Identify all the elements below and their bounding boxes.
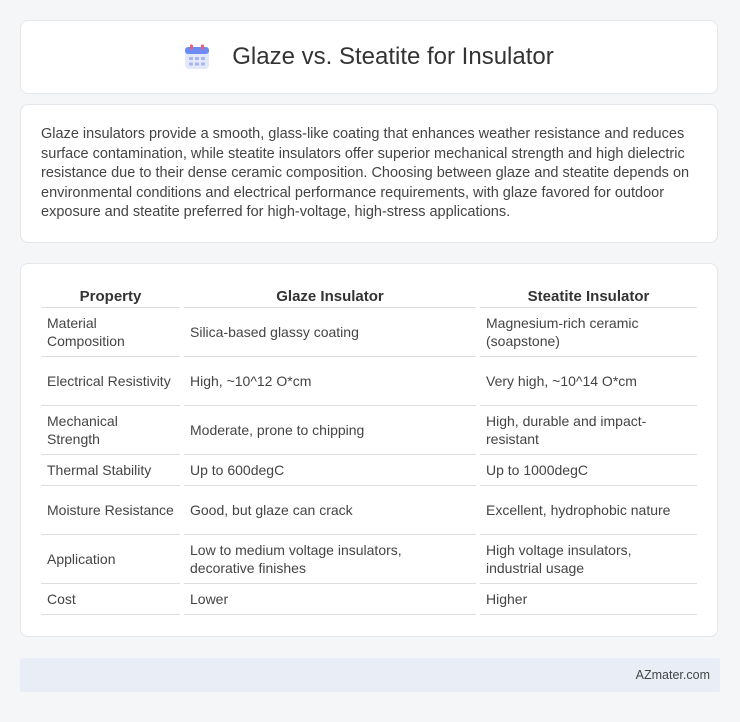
comparison-table	[37, 284, 701, 615]
table-row	[41, 308, 697, 357]
header-steatite: Steatite Insulator	[480, 284, 697, 308]
steatite-cell: Higher	[480, 584, 697, 615]
steatite-cell: High, durable and impact-resistant	[480, 406, 697, 455]
page-title: Glaze vs. Steatite for Insulator	[232, 43, 554, 70]
property-cell: Mechanical Strength	[41, 406, 180, 455]
property-cell: Material Composition	[41, 308, 180, 357]
table-row	[41, 535, 697, 584]
table-row	[41, 455, 697, 486]
header-property: Property	[41, 284, 180, 308]
glaze-cell: Good, but glaze can crack	[184, 486, 476, 535]
glaze-cell: Lower	[184, 584, 476, 615]
glaze-cell: Silica-based glassy coating	[184, 308, 476, 357]
calendar-icon	[184, 44, 210, 70]
steatite-cell: High voltage insulators, industrial usage	[480, 535, 697, 584]
table-row	[41, 486, 697, 535]
property-cell: Thermal Stability	[41, 455, 180, 486]
table-row	[41, 357, 697, 406]
glaze-cell: High, ~10^12 O*cm	[184, 357, 476, 406]
title-card	[20, 20, 718, 94]
glaze-cell: Low to medium voltage insulators, decorative finishes	[184, 535, 476, 584]
footer-brand: AZmater.com	[635, 668, 710, 682]
table-row	[41, 406, 697, 455]
intro-paragraph: Glaze insulators provide a smooth, glass-like coating that enhances weather resistance and reduces surface contamination, while steatite insulators offer superior mechanical strength and high dielectric resistance due to their dense ceramic composition. Choosing between glaze and steatite depends on environmental conditions and electrical performance requirements, with glaze favored for outdoor exposure and steatite preferred for high-voltage, high-stress applications.	[41, 126, 690, 220]
table-row	[41, 584, 697, 615]
steatite-cell: Excellent, hydrophobic nature	[480, 486, 697, 535]
glaze-cell: Moderate, prone to chipping	[184, 406, 476, 455]
property-cell: Cost	[41, 584, 180, 615]
comparison-card	[20, 263, 718, 637]
header-glaze: Glaze Insulator	[184, 284, 476, 308]
property-cell: Moisture Resistance	[41, 486, 180, 535]
steatite-cell: Up to 1000degC	[480, 455, 697, 486]
steatite-cell: Magnesium-rich ceramic (soapstone)	[480, 308, 697, 357]
intro-card	[20, 104, 718, 243]
property-cell: Application	[41, 535, 180, 584]
property-cell: Electrical Resistivity	[41, 357, 180, 406]
glaze-cell: Up to 600degC	[184, 455, 476, 486]
steatite-cell: Very high, ~10^14 O*cm	[480, 357, 697, 406]
footer-bar	[20, 658, 720, 692]
table-header-row	[41, 284, 697, 308]
